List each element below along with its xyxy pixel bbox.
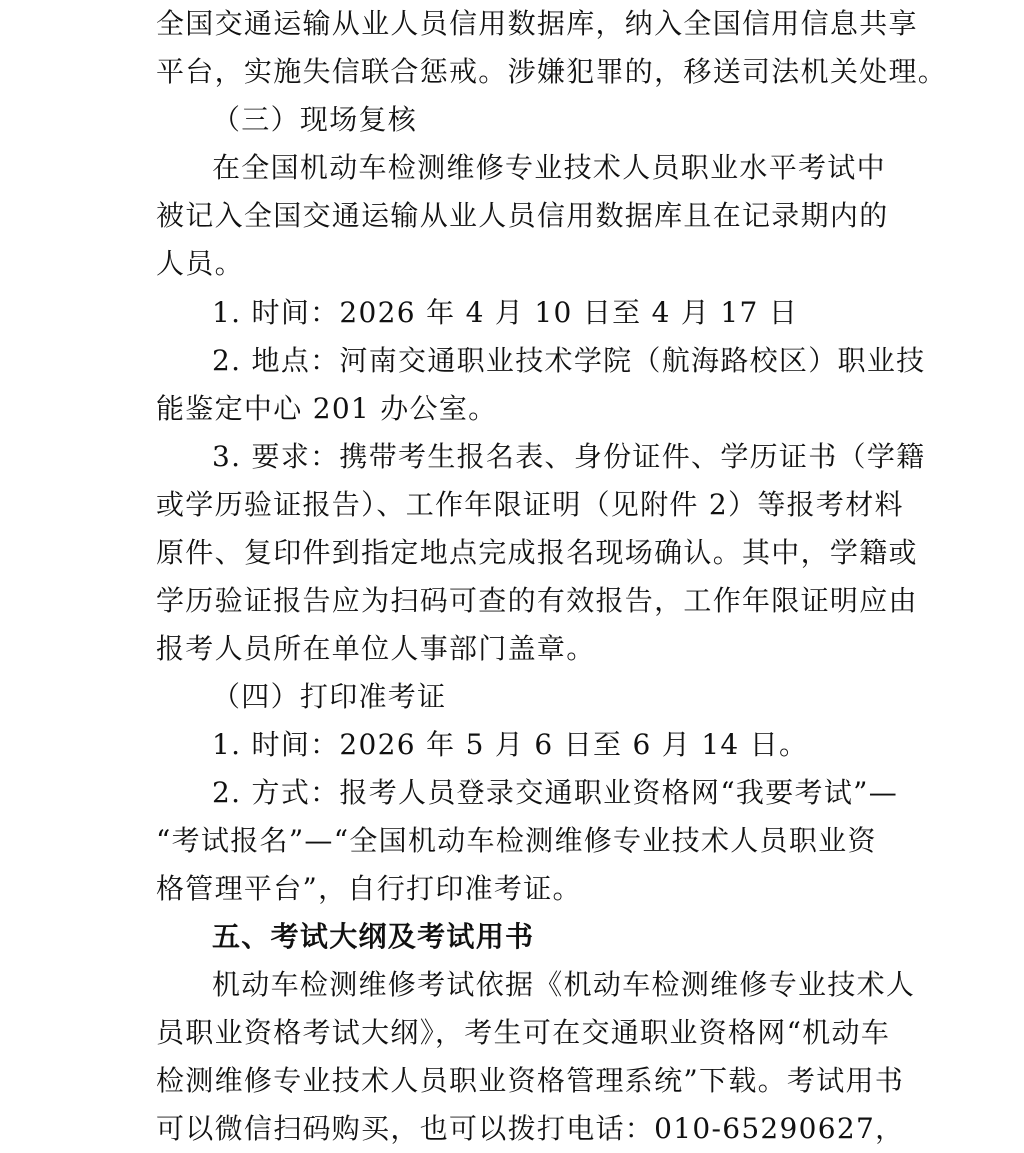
paragraph-line: 员职业资格考试大纲》，考生可在交通职业资格网“机动车 xyxy=(156,1016,891,1049)
paragraph-line: 可以微信扫码购买，也可以拨打电话：010-65290627， xyxy=(156,1112,905,1145)
paragraph-line: 或学历验证报告）、工作年限证明（见附件 2）等报考材料 xyxy=(156,488,904,521)
paragraph-line: 机动车检测维修考试依据《机动车检测维修专业技术人 xyxy=(212,968,916,1001)
paragraph-line: 检测维修专业技术人员职业资格管理系统”下载。考试用书 xyxy=(156,1064,905,1097)
paragraph-line: “考试报名”—“全国机动车检测维修专业技术人员职业资 xyxy=(156,824,877,857)
chapter-heading: 五、考试大纲及考试用书 xyxy=(212,920,535,953)
paragraph-line: 能鉴定中心 201 办公室。 xyxy=(156,392,498,425)
paragraph-line: 学历验证报告应为扫码可查的有效报告，工作年限证明应由 xyxy=(156,584,918,617)
paragraph-line: 被记入全国交通运输从业人员信用数据库且在记录期内的 xyxy=(156,199,889,232)
paragraph-line: 格管理平台”，自行打印准考证。 xyxy=(156,872,582,905)
list-item: 1. 时间：2026 年 5 月 6 日至 6 月 14 日。 xyxy=(212,728,809,761)
section-heading: （三）现场复核 xyxy=(212,103,418,136)
section-heading: （四）打印准考证 xyxy=(212,680,447,713)
paragraph-line: 全国交通运输从业人员信用数据库，纳入全国信用信息共享 xyxy=(156,7,918,40)
paragraph-line: 原件、复印件到指定地点完成报名现场确认。其中，学籍或 xyxy=(156,536,918,569)
paragraph-line: 平台，实施失信联合惩戒。涉嫌犯罪的，移送司法机关处理。 xyxy=(156,55,948,88)
list-item: 2. 方式：报考人员登录交通职业资格网“我要考试”— xyxy=(212,776,899,809)
list-item: 1. 时间：2026 年 4 月 10 日至 4 月 17 日 xyxy=(212,296,799,329)
paragraph-line: 报考人员所在单位人事部门盖章。 xyxy=(156,632,596,665)
paragraph-line: 在全国机动车检测维修专业技术人员职业水平考试中 xyxy=(212,151,886,184)
list-item: 2. 地点：河南交通职业技术学院（航海路校区）职业技 xyxy=(212,344,926,377)
paragraph-line: 人员。 xyxy=(156,247,244,280)
list-item: 3. 要求：携带考生报名表、身份证件、学历证书（学籍 xyxy=(212,440,926,473)
